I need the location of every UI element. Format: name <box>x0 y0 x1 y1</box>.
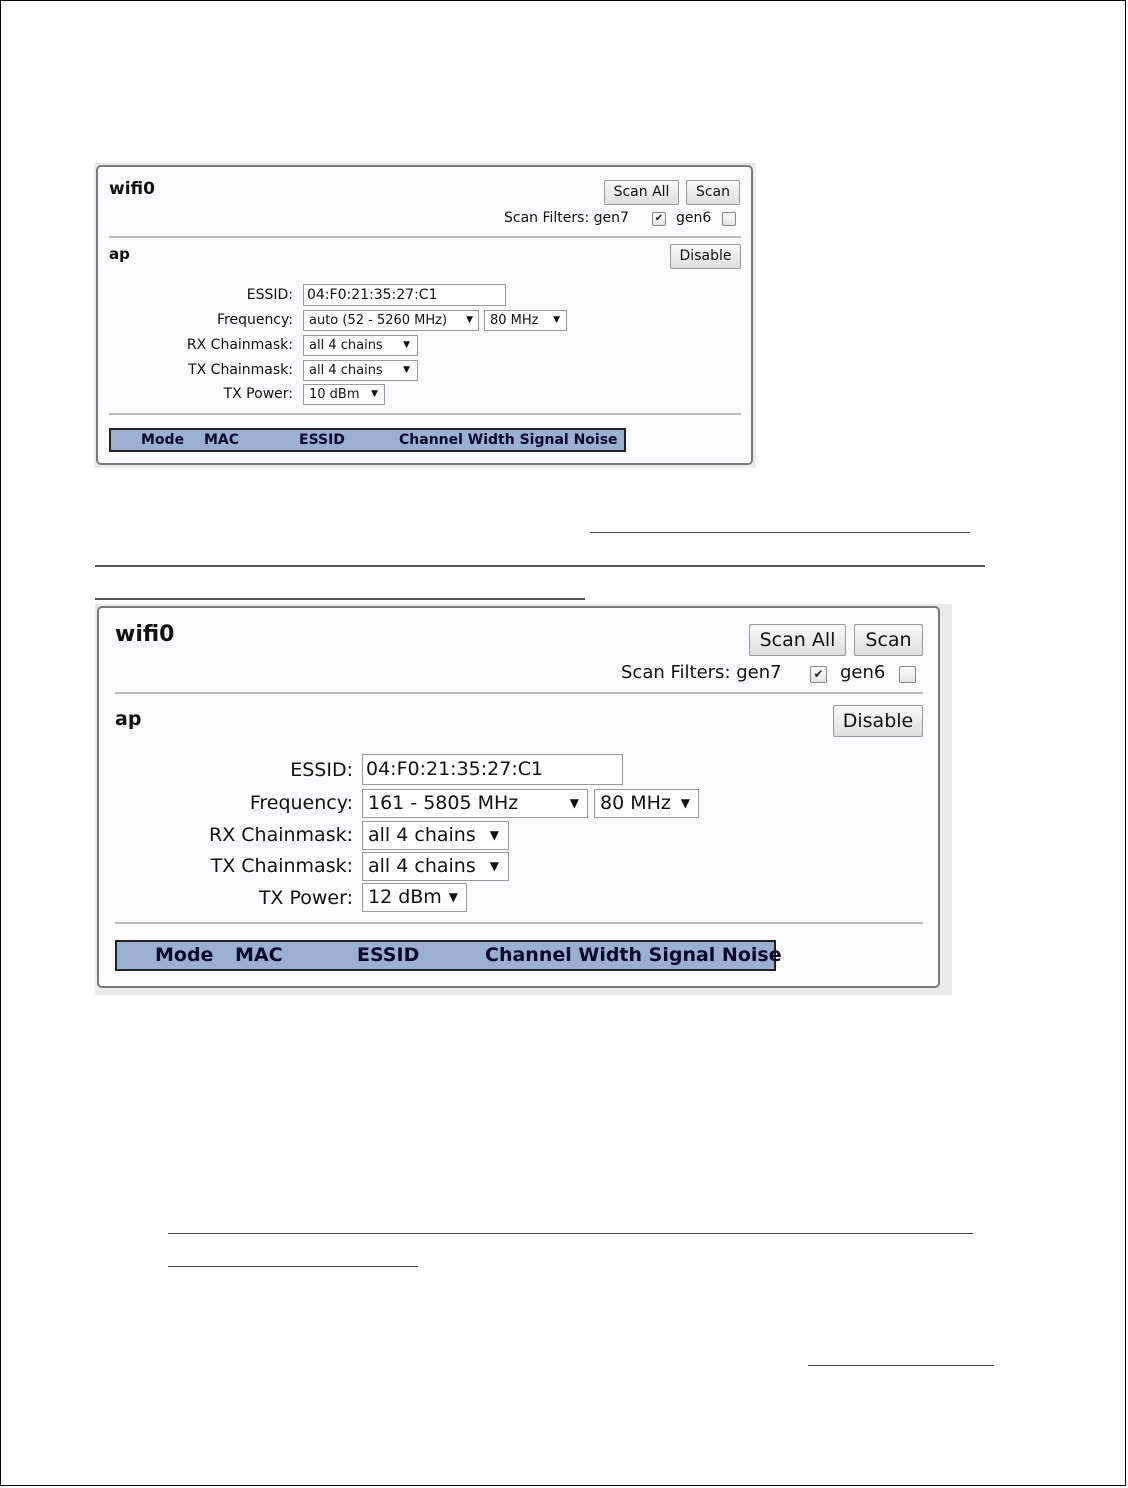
frequency-value: auto (52 - 5260 MHz) <box>309 313 448 328</box>
tx-power-select[interactable] <box>303 384 385 405</box>
channel-width-select[interactable] <box>594 789 699 818</box>
blank-line <box>168 1233 973 1234</box>
blank-line <box>808 1365 994 1366</box>
mode-title: ap <box>109 245 130 263</box>
scan-results-header <box>109 428 626 452</box>
screenshot-2 <box>95 604 952 995</box>
section-divider <box>115 922 923 924</box>
rx-chainmask-value: all 4 chains <box>368 824 476 846</box>
section-divider <box>109 413 741 415</box>
tx-chainmask-value: all 4 chains <box>368 855 476 877</box>
scan-filters-label: Scan Filters: gen7 <box>621 662 782 683</box>
frequency-select[interactable] <box>303 310 479 331</box>
gen7-checkbox[interactable]: ✔ <box>810 666 827 683</box>
blank-line <box>95 565 985 567</box>
interface-title: wifi0 <box>115 622 175 647</box>
wifi-panel <box>97 606 940 988</box>
scan-all-button[interactable]: Scan All <box>604 180 679 205</box>
rx-chainmask-select[interactable] <box>362 821 509 850</box>
tx-power-label: TX Power: <box>258 887 353 909</box>
wifi-panel <box>96 165 753 465</box>
gen6-checkbox[interactable] <box>899 666 916 683</box>
scan-all-button[interactable]: Scan All <box>749 624 846 656</box>
channel-width-value: 80 MHz <box>490 313 539 328</box>
interface-title: wifi0 <box>109 179 155 199</box>
blank-line <box>590 532 970 533</box>
channel-width-value: 80 MHz <box>600 792 671 814</box>
frequency-value: 161 - 5805 MHz <box>368 792 519 814</box>
chevron-down-icon: ▼ <box>448 890 458 904</box>
disable-button[interactable]: Disable <box>670 244 741 269</box>
essid-input[interactable]: 04:F0:21:35:27:C1 <box>362 754 623 785</box>
chevron-down-icon: ▼ <box>489 859 499 873</box>
tx-chainmask-select[interactable] <box>362 852 509 881</box>
tx-chainmask-label: TX Chainmask: <box>210 855 353 877</box>
chevron-down-icon: ▼ <box>403 340 410 350</box>
rx-chainmask-select[interactable] <box>303 335 418 356</box>
frequency-label: Frequency: <box>249 792 353 814</box>
chevron-down-icon: ▼ <box>553 315 560 325</box>
section-divider <box>109 236 741 238</box>
blank-line <box>95 598 585 600</box>
scan-results-header <box>115 940 782 971</box>
disable-button[interactable]: Disable <box>833 705 923 737</box>
essid-label: ESSID: <box>246 287 293 303</box>
rx-chainmask-label: RX Chainmask: <box>209 824 353 846</box>
frequency-label: Frequency: <box>216 312 293 328</box>
tx-power-value: 10 dBm <box>309 387 360 402</box>
section-divider <box>115 692 923 694</box>
chevron-down-icon: ▼ <box>371 389 378 399</box>
column-mac: MAC <box>204 432 240 448</box>
column-channel-width-signal-noise: Channel Width Signal Noise <box>399 432 618 448</box>
column-mac: MAC <box>235 944 283 966</box>
rx-chainmask-label: RX Chainmask: <box>186 337 293 353</box>
column-essid: ESSID <box>299 432 345 448</box>
gen7-checkbox[interactable]: ✔ <box>652 212 666 226</box>
screenshot-1 <box>94 163 756 468</box>
scan-button[interactable]: Scan <box>854 624 923 656</box>
blank-line <box>168 1266 418 1267</box>
chevron-down-icon: ▼ <box>569 796 579 810</box>
gen6-checkbox[interactable] <box>722 212 736 226</box>
rx-chainmask-value: all 4 chains <box>309 338 383 353</box>
essid-label: ESSID: <box>290 759 353 781</box>
chevron-down-icon: ▼ <box>403 365 410 375</box>
tx-chainmask-value: all 4 chains <box>309 363 383 378</box>
chevron-down-icon: ▼ <box>680 796 690 810</box>
tx-chainmask-select[interactable] <box>303 360 418 381</box>
chevron-down-icon: ▼ <box>489 828 499 842</box>
column-mode: Mode <box>141 432 185 448</box>
mode-title: ap <box>115 708 142 730</box>
scan-filters-label: Scan Filters: gen7 <box>504 210 629 226</box>
tx-power-value: 12 dBm <box>368 886 442 908</box>
gen6-label: gen6 <box>840 662 886 683</box>
tx-power-label: TX Power: <box>223 386 293 402</box>
column-essid: ESSID <box>357 944 420 966</box>
frequency-select[interactable] <box>362 789 588 818</box>
chevron-down-icon: ▼ <box>466 315 473 325</box>
gen6-label: gen6 <box>676 210 712 226</box>
scan-button[interactable]: Scan <box>686 180 740 205</box>
column-channel-width-signal-noise: Channel Width Signal Noise <box>485 944 782 966</box>
essid-input[interactable]: 04:F0:21:35:27:C1 <box>303 284 506 306</box>
tx-chainmask-label: TX Chainmask: <box>188 362 293 378</box>
channel-width-select[interactable] <box>484 310 567 331</box>
column-mode: Mode <box>155 944 214 966</box>
tx-power-select[interactable] <box>362 883 467 912</box>
